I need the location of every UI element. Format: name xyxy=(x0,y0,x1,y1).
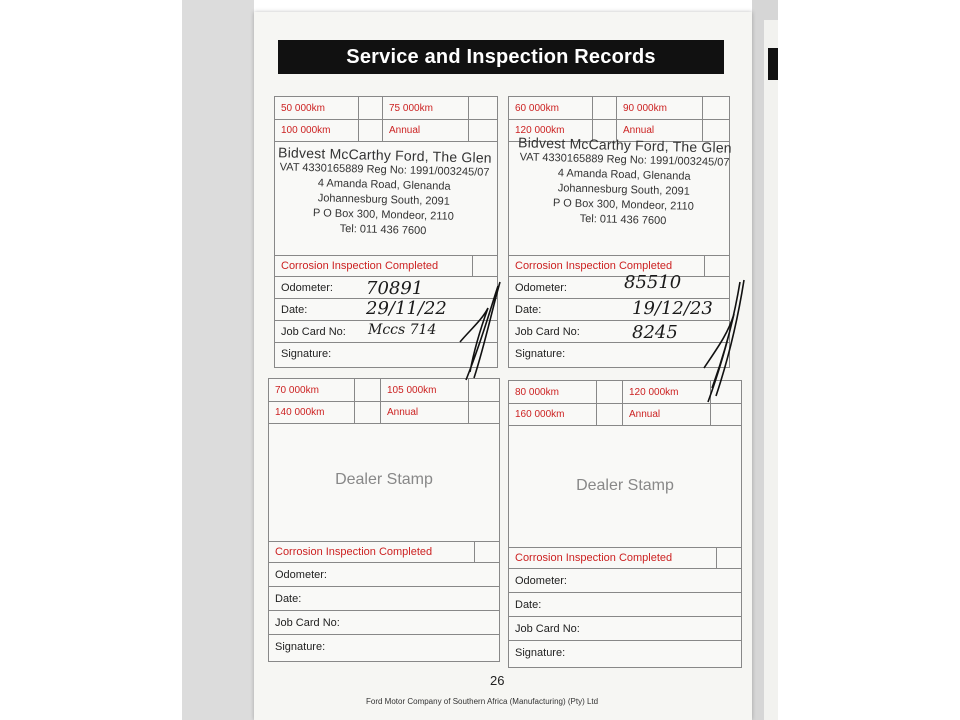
corrosion-inspection-row xyxy=(269,541,499,563)
dealer-stamp-placeholder: Dealer Stamp xyxy=(335,471,433,488)
corrosion-inspection-row xyxy=(509,255,729,277)
corrosion-label: Corrosion Inspection Completed xyxy=(275,546,433,558)
interval-cell: 60 000km xyxy=(509,97,593,119)
adjacent-page-edge xyxy=(764,20,778,720)
stamp-vat: VAT 4330165889 Reg No: 1991/003245/07 xyxy=(279,161,490,179)
corrosion-inspection-row xyxy=(275,255,497,277)
interval-cell: Annual xyxy=(383,119,469,141)
interval-cell: 80 000km xyxy=(509,381,597,403)
odometer-field: Odometer: xyxy=(269,563,499,587)
interval-cell: 100 000km xyxy=(275,119,359,141)
interval-cell: 105 000km xyxy=(381,379,469,401)
job-card-field: Job Card No: xyxy=(275,321,497,343)
interval-cell: Annual xyxy=(623,403,711,425)
corrosion-inspection-row xyxy=(509,547,741,569)
dealer-stamp-imprint-1 xyxy=(257,145,511,242)
date-field: Date: xyxy=(275,299,497,321)
background-left xyxy=(182,0,254,720)
stamp-address-3: P O Box 300, Mondeor, 2110 xyxy=(552,197,694,213)
job-card-field: Job Card No: xyxy=(509,321,729,343)
interval-cell: 120 000km xyxy=(509,119,593,141)
interval-cell: 70 000km xyxy=(269,379,355,401)
handwritten-date-2: 19/12/23 xyxy=(632,298,713,319)
stamp-tel: Tel: 011 436 7600 xyxy=(579,212,667,228)
signature-field: Signature: xyxy=(515,647,566,659)
page-number: 26 xyxy=(490,673,505,688)
odometer-field: Odometer: xyxy=(275,277,497,299)
interval-cell: 50 000km xyxy=(275,97,359,119)
handwritten-date-1: 29/11/22 xyxy=(366,298,447,319)
interval-cell: 140 000km xyxy=(269,401,355,423)
signature-field: Signature: xyxy=(281,348,332,360)
handwritten-signature-1 xyxy=(430,280,510,390)
interval-cell: 75 000km xyxy=(383,97,469,119)
stamp-dealer-name: Bidvest McCarthy Ford, The Glen xyxy=(277,144,493,166)
interval-cell: 90 000km xyxy=(617,97,703,119)
interval-cell: 160 000km xyxy=(509,403,597,425)
handwritten-signature-2 xyxy=(694,278,754,408)
service-record-card-3 xyxy=(268,378,500,662)
date-field: Date: xyxy=(509,593,741,617)
job-card-field: Job Card No: xyxy=(509,617,741,641)
stamp-tel: Tel: 011 436 7600 xyxy=(339,222,427,238)
page-title: Service and Inspection Records xyxy=(278,40,724,74)
stamp-address-1: 4 Amanda Road, Glenanda xyxy=(317,177,451,193)
handwritten-odometer-2: 85510 xyxy=(624,272,682,293)
signature-field: Signature: xyxy=(515,348,566,360)
dealer-stamp-imprint-2 xyxy=(505,135,743,231)
corrosion-label: Corrosion Inspection Completed xyxy=(515,260,673,272)
stamp-address-2: Johannesburg South, 2091 xyxy=(557,182,690,198)
date-field: Date: xyxy=(509,299,729,321)
corrosion-label: Corrosion Inspection Completed xyxy=(515,552,673,564)
stamp-address-1: 4 Amanda Road, Glenanda xyxy=(557,167,691,183)
date-field: Date: xyxy=(269,587,499,611)
handwritten-job-2: 8245 xyxy=(632,322,678,343)
corrosion-label: Corrosion Inspection Completed xyxy=(281,260,439,272)
signature-field: Signature: xyxy=(275,641,326,653)
stamp-address-2: Johannesburg South, 2091 xyxy=(317,192,450,208)
stamp-dealer-name: Bidvest McCarthy Ford, The Glen xyxy=(517,134,733,156)
interval-cell: Annual xyxy=(617,119,703,141)
interval-cell: 120 000km xyxy=(623,381,711,403)
interval-cell: Annual xyxy=(381,401,469,423)
job-card-field: Job Card No: xyxy=(269,611,499,635)
odometer-field: Odometer: xyxy=(509,277,729,299)
service-record-card-4 xyxy=(508,380,742,668)
stamp-address-3: P O Box 300, Mondeor, 2110 xyxy=(312,207,454,223)
stamp-vat: VAT 4330165889 Reg No: 1991/003245/07 xyxy=(519,151,730,169)
handwritten-job-1: Mccs 714 xyxy=(368,322,437,338)
odometer-field: Odometer: xyxy=(509,569,741,593)
handwritten-odometer-1: 70891 xyxy=(366,278,424,299)
dealer-stamp-placeholder: Dealer Stamp xyxy=(576,477,674,494)
footer-company: Ford Motor Company of Southern Africa (Manufacturing) (Pty) Ltd xyxy=(366,697,599,706)
